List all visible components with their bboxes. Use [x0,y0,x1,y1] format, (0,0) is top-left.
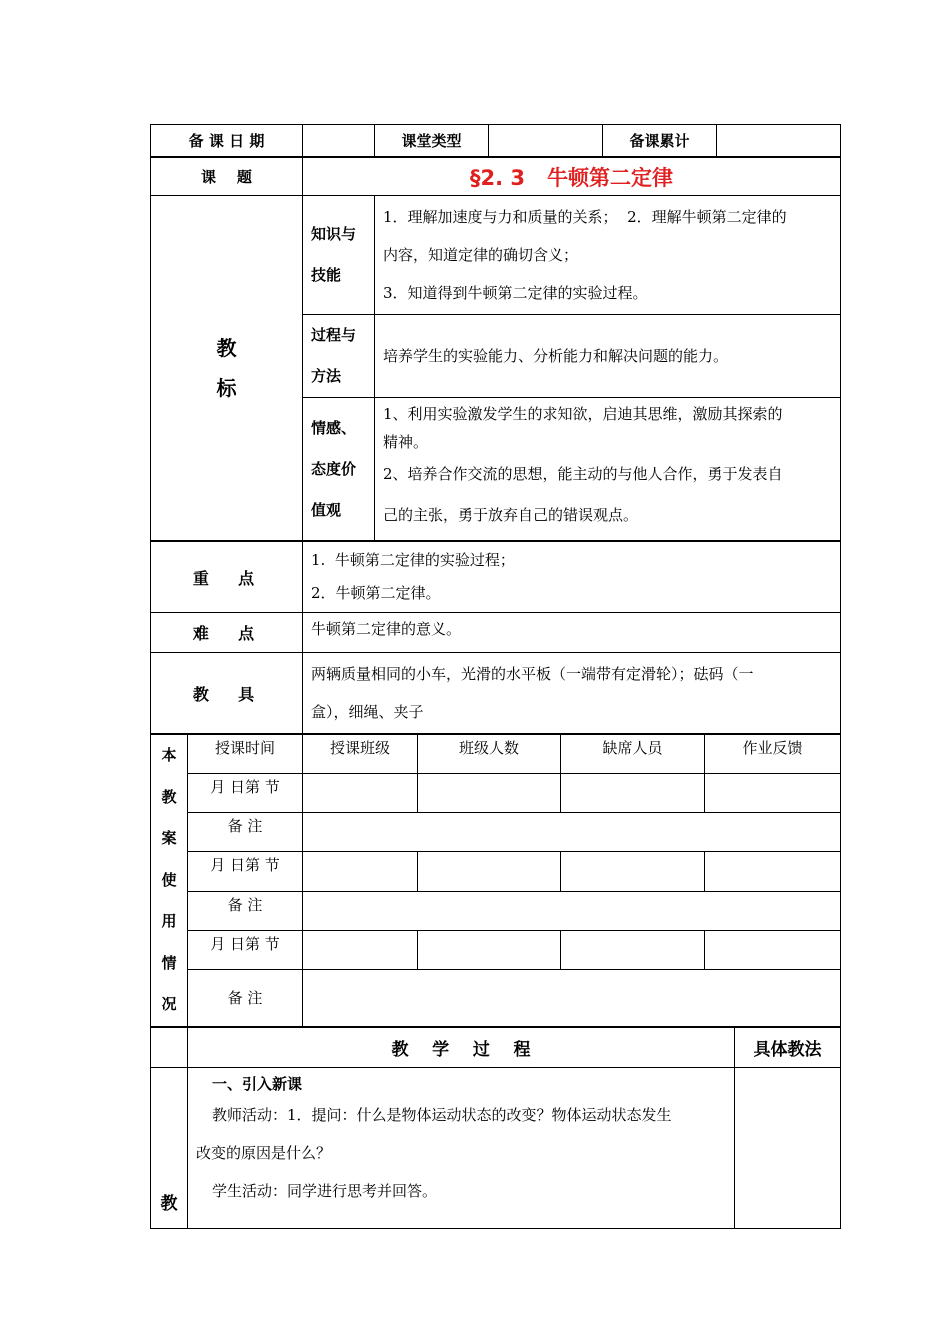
method-cell[interactable] [735,1067,841,1228]
goals-label-line2: 标 [216,376,237,400]
knowledge-label-line1: 知识与 [311,225,357,243]
count-label-cell: 备课累计 [603,125,717,157]
session-2-feedback[interactable] [705,852,841,892]
usage-side-char: 情 [161,953,177,972]
tools-line1: 两辆质量相同的小车，光滑的水平板（一端带有定滑轮）；砝码（一 [311,665,754,683]
type-label-cell: 课堂类型 [375,125,489,157]
session-3-absent[interactable] [561,930,705,970]
usage-side-char: 况 [161,995,177,1013]
process-label-line2: 方法 [311,367,342,385]
emotion-line2: 精神。 [383,433,429,451]
emotion-label-line3: 值观 [311,500,342,519]
note-label-1: 备 注 [188,813,303,852]
session-label-3: 月 日第 节 [188,930,303,970]
date-label-cell: 备 课 日 期 [151,125,303,157]
session-3-class[interactable] [303,930,418,970]
usage-side-char: 使 [161,870,177,889]
session-1-class[interactable] [303,773,418,813]
session-1-size[interactable] [418,773,561,813]
usage-side-char: 用 [161,912,177,930]
usage-side-label [151,735,188,1027]
session-3-size[interactable] [418,930,561,970]
difficulty-label: 难 点 [151,613,303,653]
knowledge-line1: 1．理解加速度与力和质量的关系； 2．理解牛顿第二定律的 [383,208,787,226]
count-value-cell[interactable] [717,125,841,157]
knowledge-line2: 内容，知道定律的确切含义； [383,246,579,264]
usage-header-size: 班级人数 [418,735,561,774]
session-2-class[interactable] [303,852,418,892]
key-point-2: 2．牛顿第二定律。 [311,584,441,602]
student-line: 学生活动：同学进行思考并回答。 [212,1181,438,1200]
process-text: 培养学生的实验能力、分析能力和解决问题的能力。 [375,315,841,398]
session-2-size[interactable] [418,852,561,892]
tools-label: 教 具 [151,653,303,734]
usage-header-class: 授课班级 [303,735,418,774]
section-title: 一、引入新课 [212,1074,303,1093]
process-side-char: 教 [151,1067,188,1228]
process-corner [151,1027,188,1067]
note-3-value[interactable] [303,970,841,1026]
knowledge-label [303,196,375,315]
session-2-absent[interactable] [561,852,705,892]
knowledge-text [375,196,841,315]
usage-header-absent: 缺席人员 [561,735,705,774]
usage-table [150,734,841,1027]
usage-side-char: 案 [161,829,177,847]
emotion-line4: 己的主张，勇于放弃自己的错误观点。 [383,506,639,524]
knowledge-line3: 3．知道得到牛顿第二定律的实验过程。 [383,284,648,302]
header-row [150,124,841,157]
session-3-feedback[interactable] [705,930,841,970]
process-label [303,315,375,398]
key-point-1: 1. 牛顿第二定律的实验过程； [311,551,515,569]
type-value-cell[interactable] [489,125,603,157]
usage-header-time: 授课时间 [188,735,303,774]
emotion-label-line2: 态度价 [311,459,357,478]
note-label-2: 备 注 [188,891,303,930]
knowledge-label-line2: 技能 [311,266,342,284]
note-2-value[interactable] [303,891,841,930]
session-label-1: 月 日第 节 [188,773,303,813]
points-table [150,541,841,734]
emotion-line3: 2、培养合作交流的思想，能主动的与他人合作，勇于发表自 [383,465,783,483]
emotion-line1: 1、利用实验激发学生的求知欲，启迪其思维，激励其探索的 [383,405,783,423]
session-1-absent[interactable] [561,773,705,813]
emotion-label-line1: 情感、 [311,418,357,437]
usage-header-feedback: 作业反馈 [705,735,841,774]
key-points-label: 重 点 [151,542,303,613]
goals-table [150,157,841,541]
tools-line2: 盒），细绳、夹子 [311,703,424,721]
process-content [188,1067,735,1228]
note-label-3: 备 注 [188,970,303,1026]
teacher-line1: 教师活动：1．提问：什么是物体运动状态的改变？物体运动状态发生 [212,1105,672,1124]
process-label-line1: 过程与 [311,326,357,344]
lesson-plan [150,124,840,1229]
session-label-2: 月 日第 节 [188,852,303,892]
difficulty-text: 牛顿第二定律的意义。 [303,613,841,653]
topic-title: §2. 3 牛顿第二定律 [303,158,841,196]
emotion-text [375,398,841,541]
process-heading: 教 学 过 程 [188,1027,735,1067]
emotion-label [303,398,375,541]
topic-label: 课 题 [151,158,303,196]
date-value-cell[interactable] [303,125,375,157]
process-table [150,1027,841,1229]
session-1-feedback[interactable] [705,773,841,813]
key-points-text [303,542,841,613]
method-heading: 具体教法 [735,1027,841,1067]
goals-label-line1: 教 [216,336,237,360]
usage-side-char: 教 [161,787,177,806]
note-1-value[interactable] [303,813,841,852]
tools-text [303,653,841,734]
goals-label [151,196,303,541]
teacher-line2: 改变的原因是什么？ [196,1143,332,1162]
usage-side-char: 本 [161,746,177,764]
